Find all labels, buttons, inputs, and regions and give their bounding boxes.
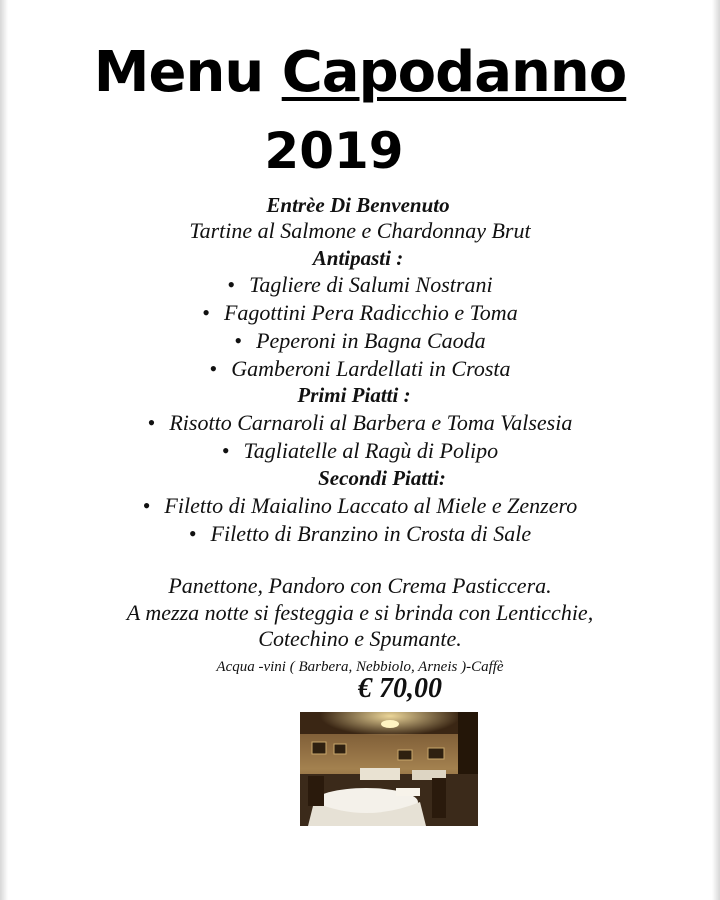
antipasti-item: • Tagliere di Salumi Nostrani: [0, 272, 720, 298]
secondi-item: • Filetto di Branzino in Crosta di Sale: [0, 521, 720, 547]
antipasti-item: • Gamberoni Lardellati in Crosta: [0, 356, 720, 382]
primi-heading: Primi Piatti :: [297, 383, 411, 407]
secondi-item: • Filetto di Maialino Laccato al Miele e Zenzero: [0, 493, 720, 519]
primi-item: • Risotto Carnaroli al Barbera e Toma Valsesia: [0, 410, 720, 436]
antipasti-item: • Peperoni in Bagna Caoda: [0, 328, 720, 354]
dessert-line-1: Panettone, Pandoro con Crema Pasticcera.: [168, 573, 552, 598]
drinks-line: Acqua -vini ( Barbera, Nebbiolo, Arneis )-Caffè: [216, 659, 504, 675]
menu-price: € 70,00: [358, 673, 442, 704]
primi-item: • Tagliatelle al Ragù di Polipo: [0, 438, 720, 464]
welcome-item: Tartine al Salmone e Chardonnay Brut: [189, 218, 531, 243]
dessert-line-2: A mezza notte si festeggia e si brinda con Lenticchie,: [126, 600, 594, 625]
welcome-heading: Entrèe Di Benvenuto: [266, 193, 450, 217]
secondi-heading: Secondi Piatti:: [318, 466, 446, 490]
dessert-line-3: Cotechino e Spumante.: [258, 626, 462, 651]
antipasti-item: • Fagottini Pera Radicchio e Toma: [0, 300, 720, 326]
title-word-capodanno: Capodanno: [281, 40, 627, 105]
antipasti-heading: Antipasti :: [312, 246, 404, 270]
menu-title: [0, 40, 720, 105]
title-year: 2019: [264, 122, 404, 180]
title-word-menu: Menu: [93, 40, 264, 105]
restaurant-photo: [300, 712, 478, 826]
